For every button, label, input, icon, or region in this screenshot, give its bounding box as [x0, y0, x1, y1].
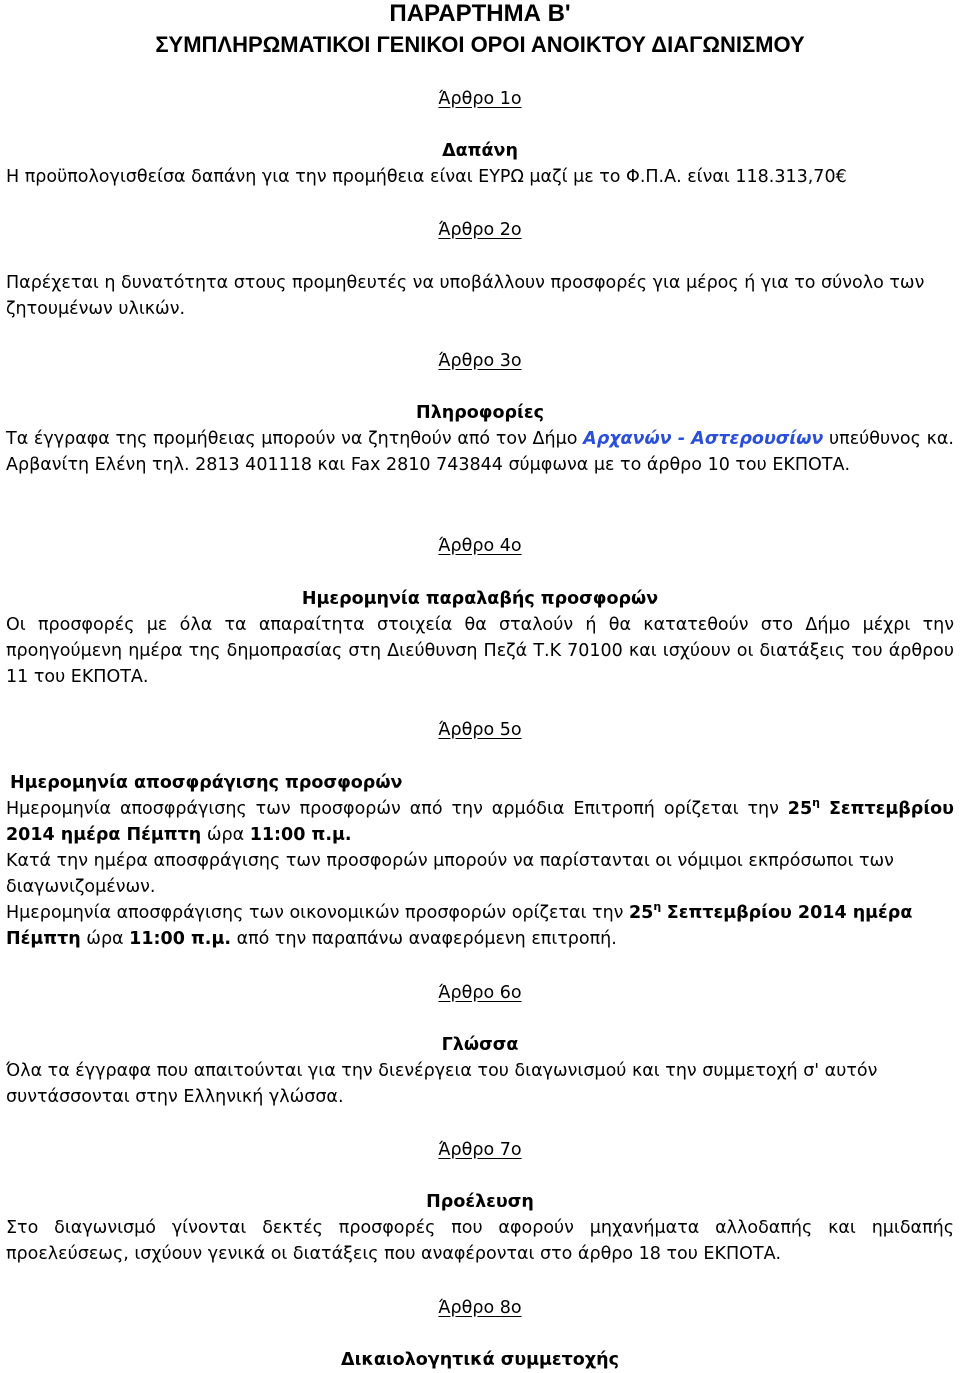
article-1-text: Η προϋπολογισθείσα δαπάνη για την προμήθεια είναι ΕΥΡΩ μαζί με το Φ.Π.Α. είναι 118.313,70€ — [6, 167, 847, 187]
article-8-label: Άρθρο 8ο — [438, 1298, 522, 1318]
article-6-heading: Γλώσσα — [441, 1035, 519, 1055]
article-5-p1-date: Σεπτεμβρίου 2014 ημέρα Πέμπτη — [6, 799, 954, 845]
article-5-p3-text: Ημερομηνία αποσφράγισης των οικονομικών προσφορών ορίζεται την — [6, 903, 629, 923]
article-6-text: Όλα τα έγγραφα που απαιτούνται για την διενέργεια του διαγωνισμού και την συμμετοχή σ' αυτόν συντάσσονται στην Ελληνική γλώσσα. — [6, 1061, 878, 1107]
article-4-label: Άρθρο 4ο — [438, 536, 522, 556]
article-5-paragraph-3 — [6, 900, 954, 952]
article-3-text-after: υπεύθυνος κα. Αρβανίτη Ελένη τηλ. 2813 401118 και Fax 2810 743844 σύμφωνα με το άρθρο 10 του ΕΚΠΟΤΑ. — [6, 429, 954, 475]
article-2-label: Άρθρο 2ο — [438, 220, 522, 240]
article-1-label: Άρθρο 1ο — [438, 89, 522, 109]
article-4-heading: Ημερομηνία παραλαβής προσφορών — [301, 589, 659, 609]
article-5-p1-day: 25 — [787, 799, 813, 819]
article-1-heading: Δαπάνη — [442, 141, 518, 161]
article-5-paragraph-1 — [6, 796, 954, 848]
article-5-p1-hour-word: ώρα — [201, 825, 250, 845]
article-5-paragraph-2: Κατά την ημέρα αποσφράγισης των προσφορών μπορούν να παρίστανται οι νόμιμοι εκπρόσωποι των διαγωνιζομένων. — [6, 851, 894, 897]
article-3-text — [6, 426, 954, 478]
article-5-p3-hour-word: ώρα — [80, 929, 130, 949]
document-title: ΠΑΡΑΡΤΗΜΑ Β' — [389, 0, 571, 27]
article-7-text: Στο διαγωνισμό γίνονται δεκτές προσφορές που αφορούν μηχανήματα αλλοδαπής και ημιδαπής προελεύσεως, ισχύουν γενικά οι διατάξεις που αναφέρονται στο άρθρο 18 του ΕΚΠΟΤΑ. — [6, 1218, 954, 1264]
article-5-p3-tail: από την παραπάνω αναφερόμενη επιτροπή. — [231, 929, 617, 949]
article-5-p1-text: Ημερομηνία αποσφράγισης των προσφορών από την αρμόδια Επιτροπή ορίζεται την — [6, 799, 788, 819]
article-4-text: Οι προσφορές με όλα τα απαραίτητα στοιχεία θα σταλούν ή θα κατατεθούν στο Δήμο μέχρι την προηγούμενη ημέρα της δημοπρασίας στη Διεύθυνση Πεζά Τ.Κ 70100 και ισχύουν οι διατάξεις του άρθρου 11 του ΕΚΠΟΤΑ. — [6, 615, 954, 687]
article-2-text: Παρέχεται η δυνατότητα στους προμηθευτές να υποβάλλουν προσφορές για μέρος ή για το σύνολο των ζητουμένων υλικών. — [6, 273, 925, 319]
article-8-heading: Δικαιολογητικά συμμετοχής — [341, 1350, 619, 1370]
document-subtitle: ΣΥΜΠΛΗΡΩΜΑΤΙΚΟΙ ΓΕΝΙΚΟΙ ΟΡΟΙ ΑΝΟΙΚΤΟΥ ΔΙΑΓΩΝΙΣΜΟΥ — [155, 32, 805, 57]
municipality-name: Αρχανών - Αστερουσίων — [583, 429, 824, 449]
article-6-label: Άρθρο 6ο — [438, 983, 522, 1003]
article-5-p1-hour: 11:00 π.μ. — [249, 825, 352, 845]
article-3-label: Άρθρο 3ο — [438, 351, 522, 371]
article-5-p3-day: 25 — [629, 903, 654, 923]
article-5-p1-sup: η — [812, 796, 820, 809]
article-5-p3-date: Σεπτεμβρίου 2014 ημέρα Πέμπτη — [6, 903, 913, 949]
article-7-heading: Προέλευση — [426, 1192, 534, 1212]
article-5-label: Άρθρο 5ο — [438, 720, 522, 740]
article-3-text-before: Τα έγγραφα της προμήθειας μπορούν να ζητηθούν από τον Δήμο — [6, 429, 584, 449]
article-5-heading: Ημερομηνία αποσφράγισης προσφορών — [10, 773, 403, 793]
article-5-p3-sup: η — [653, 900, 662, 913]
article-5-p3-hour: 11:00 π.μ. — [129, 929, 231, 949]
article-3-heading: Πληροφορίες — [416, 403, 544, 423]
article-7-label: Άρθρο 7ο — [438, 1140, 522, 1160]
